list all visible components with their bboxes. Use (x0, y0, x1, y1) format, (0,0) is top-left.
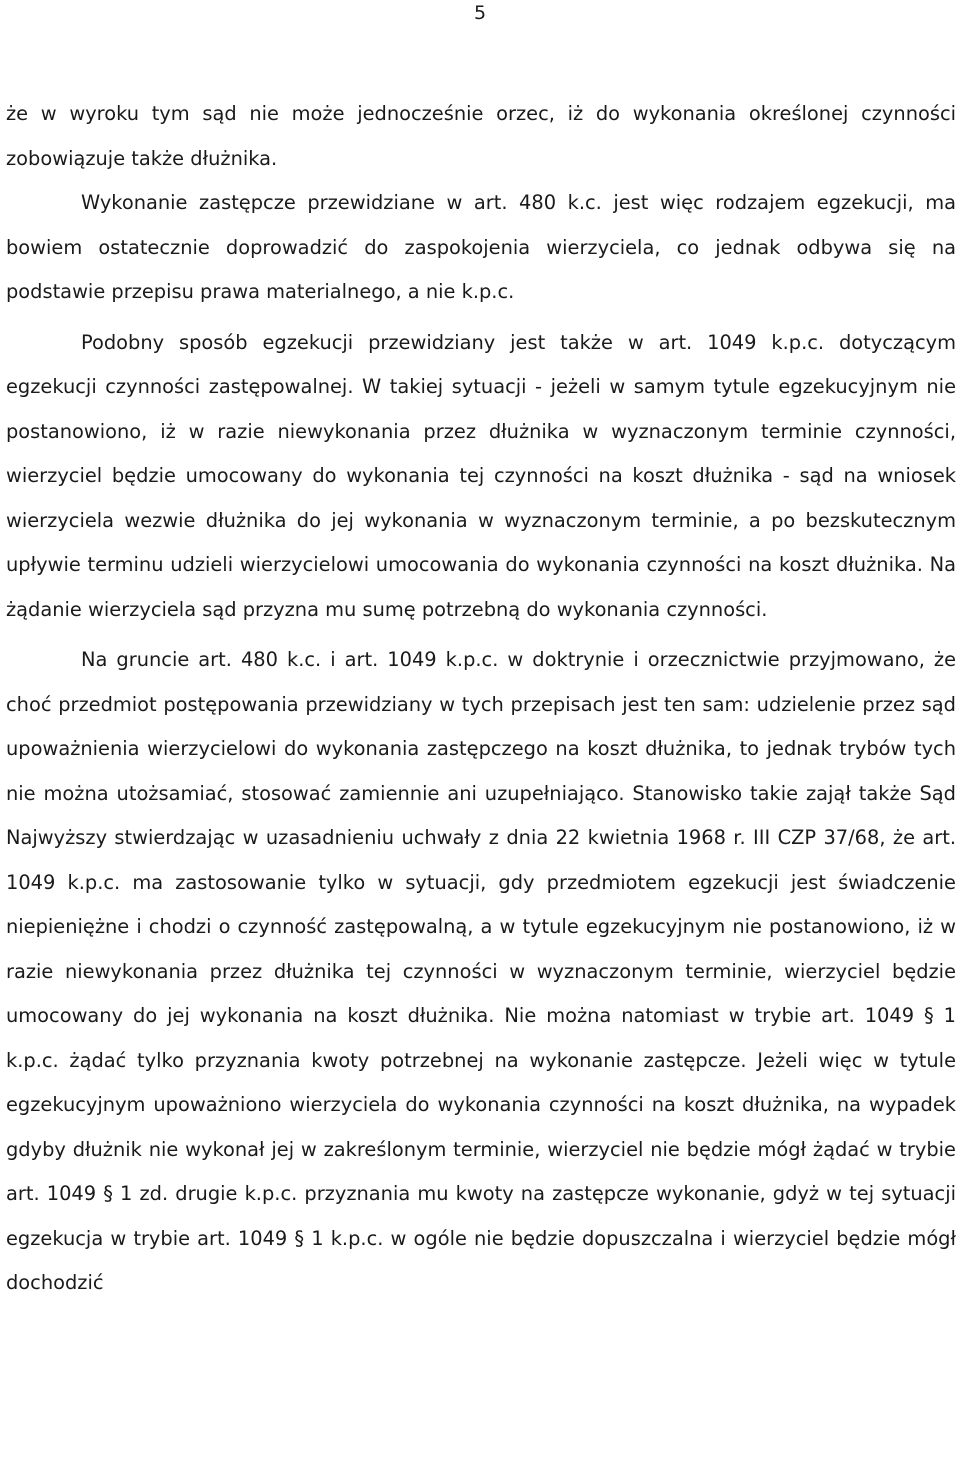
page-number: 5 (473, 2, 487, 24)
document-body (6, 92, 956, 1306)
paragraph-4: Na gruncie art. 480 k.c. i art. 1049 k.p.c. w doktrynie i orzecznictwie przyjmowano, że choć przedmiot postępowania przewidziany w tych przepisach jest ten sam: udzielenie przez sąd upoważnienia wierzycielowi do wykonania zastępczego na koszt dłużnika, to jednak trybów tych nie można utożsamiać, stosować zamiennie ani uzupełniająco. Stanowisko takie zajął także Sąd Najwyższy stwierdzając w uzasadnieniu uchwały z dnia 22 kwietnia 1968 r. III CZP 37/68, że art. 1049 k.p.c. ma zastosowanie tylko w sytuacji, gdy przedmiotem egzekucji jest świadczenie niepieniężne i chodzi o czynność zastępowalną, a w tytule egzekucyjnym nie postanowiono, iż w razie niewykonania przez dłużnika tej czynności w wyznaczonym terminie, wierzyciel będzie umocowany do jej wykonania na koszt dłużnika. Nie można natomiast w trybie art. 1049 § 1 k.p.c. żądać tylko przyznania kwoty potrzebnej na wykonanie zastępcze. Jeżeli więc w tytule egzekucyjnym upoważniono wierzyciela do wykonania czynności na koszt dłużnika, na wypadek gdyby dłużnik nie wykonał jej w zakreślonym terminie, wierzyciel nie będzie mógł żądać w trybie art. 1049 § 1 zd. drugie k.p.c. przyznania mu kwoty na zastępcze wykonanie, gdyż w tej sytuacji egzekucja w trybie art. 1049 § 1 k.p.c. w ogóle nie będzie dopuszczalna i wierzyciel będzie mógł dochodzić (6, 648, 956, 1294)
paragraph-1: że w wyroku tym sąd nie może jednocześnie orzec, iż do wykonania określonej czynności zobowiązuje także dłużnika. (6, 102, 956, 170)
paragraph-3: Podobny sposób egzekucji przewidziany jest także w art. 1049 k.p.c. dotyczącym egzekucji czynności zastępowalnej. W takiej sytuacji - jeżeli w samym tytule egzekucyjnym nie postanowiono, iż w razie niewykonania przez dłużnika w wyznaczonym terminie czynności, wierzyciel będzie umocowany do wykonania tej czynności na koszt dłużnika - sąd na wniosek wierzyciela wezwie dłużnika do jej wykonania w wyznaczonym terminie, a po bezskutecznym upływie terminu udzieli wierzycielowi umocowania do wykonania czynności na koszt dłużnika. Na żądanie wierzyciela sąd przyzna mu sumę potrzebną do wykonania czynności. (6, 330, 956, 621)
paragraph-2: Wykonanie zastępcze przewidziane w art. 480 k.c. jest więc rodzajem egzekucji, ma bowiem ostatecznie doprowadzić do zaspokojenia wierzyciela, co jednak odbywa się na podstawie przepisu prawa materialnego, a nie k.p.c. (6, 191, 956, 303)
